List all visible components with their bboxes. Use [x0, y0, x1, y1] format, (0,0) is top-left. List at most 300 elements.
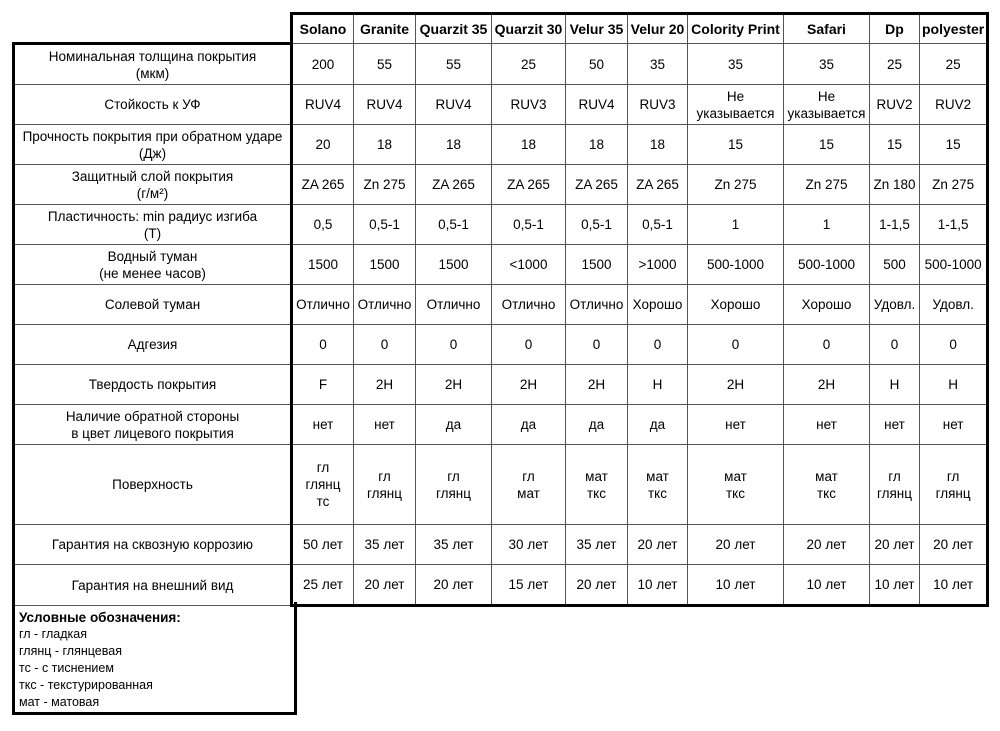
value-line: Удовл. [873, 297, 916, 312]
value-line: 2H [444, 377, 463, 392]
value-line: 18 [588, 137, 605, 152]
value-line: ZA 265 [636, 177, 679, 192]
value-line: 25 [945, 56, 961, 72]
row-label-line: Пластичность: min радиус изгиба [47, 208, 258, 224]
value-line: >1000 [638, 257, 677, 272]
value-cell [416, 525, 492, 565]
value-line: ткс [587, 485, 606, 501]
value-line: 1-1,5 [879, 217, 910, 232]
value-cell [354, 325, 416, 365]
value-cell [920, 525, 988, 565]
value-cell [784, 44, 870, 85]
value-cell [920, 365, 988, 405]
value-line: 25 [520, 56, 537, 72]
value-line: Не [726, 88, 745, 104]
row-label [14, 85, 292, 125]
value-cell [920, 325, 988, 365]
value-line: гл [946, 468, 960, 484]
value-cell [492, 44, 566, 85]
row-label-line: (не менее часов) [99, 265, 206, 281]
value-line: тс [316, 494, 330, 509]
value-line: <1000 [509, 257, 548, 272]
value-cell [688, 85, 784, 125]
value-cell [628, 565, 688, 606]
value-cell [870, 85, 920, 125]
value-cell [688, 365, 784, 405]
legend-item: мат - матовая [19, 695, 100, 709]
value-cell [688, 165, 784, 205]
row-label-line: в цвет лицевого покрытия [71, 425, 234, 441]
value-line: RUV3 [510, 97, 547, 112]
value-line: 20 лет [715, 537, 756, 552]
value-line: гл [447, 468, 460, 484]
value-line: глянц [876, 485, 912, 501]
table-body [14, 14, 988, 606]
value-line: 0,5-1 [642, 217, 673, 232]
value-line: ZA 265 [432, 177, 475, 192]
value-line: 20 [315, 137, 331, 152]
value-cell [292, 205, 354, 245]
value-line: 0 [949, 337, 957, 352]
row-label [14, 325, 292, 365]
value-cell [566, 245, 628, 285]
row-label [14, 285, 292, 325]
value-cell [920, 44, 988, 85]
value-line: ZA 265 [507, 177, 550, 192]
value-line: 2H [587, 377, 606, 392]
value-cell [416, 85, 492, 125]
value-cell [920, 165, 988, 205]
value-line: Хорошо [632, 297, 683, 312]
value-cell [628, 85, 688, 125]
value-cell [870, 365, 920, 405]
value-line: 500 [883, 257, 906, 272]
value-cell [870, 285, 920, 325]
value-cell [628, 44, 688, 85]
value-cell [292, 165, 354, 205]
table-row [14, 85, 988, 125]
value-line: 0 [890, 337, 899, 352]
value-line: гл [522, 468, 535, 484]
value-line: 0,5-1 [438, 217, 469, 232]
value-cell [688, 44, 784, 85]
value-line: 0,5-1 [513, 217, 544, 232]
value-line: ZA 265 [301, 177, 345, 192]
value-line: 2H [726, 377, 745, 392]
column-header: Colority Print [688, 14, 784, 44]
row-label-line: Номинальная толщина покрытия [48, 48, 257, 64]
value-cell [492, 205, 566, 245]
value-line: 0 [524, 337, 533, 352]
value-line: 0 [319, 337, 327, 352]
value-cell [354, 165, 416, 205]
row-label-line: Защитный слой покрытия [71, 168, 234, 184]
value-line: 0,5 [313, 217, 333, 232]
value-line: 15 [886, 137, 903, 152]
value-line: RUV2 [935, 97, 972, 112]
value-line: Хорошо [801, 297, 852, 312]
value-cell [416, 325, 492, 365]
row-label-line: Поверхность [112, 477, 193, 492]
row-label-line: Водный туман [107, 248, 198, 264]
value-line: RUV4 [435, 97, 472, 112]
value-cell [920, 125, 988, 165]
value-cell [416, 165, 492, 205]
value-line: 50 [588, 56, 605, 72]
value-cell [784, 285, 870, 325]
row-label [14, 245, 292, 285]
value-line: RUV4 [304, 97, 341, 112]
value-cell [566, 525, 628, 565]
row-label-line: Наличие обратной стороны [65, 408, 240, 424]
value-cell [354, 365, 416, 405]
value-line: да [445, 417, 462, 432]
value-line: 20 лет [637, 537, 678, 552]
row-label-line: Стойкость к УФ [104, 97, 201, 112]
value-cell [416, 125, 492, 165]
column-header: Dp [870, 14, 920, 44]
value-cell [416, 44, 492, 85]
value-cell [870, 125, 920, 165]
value-line: 35 лет [364, 537, 405, 552]
value-cell [688, 445, 784, 525]
table-row [14, 125, 988, 165]
row-label [14, 405, 292, 445]
row-label-line: Твердость покрытия [88, 377, 217, 392]
row-label-line: Солевой туман [104, 297, 201, 312]
column-header: Safari [784, 14, 870, 44]
value-cell [688, 125, 784, 165]
value-cell [566, 44, 628, 85]
value-line: нет [884, 417, 905, 432]
legend-item: тс - с тиснением [19, 661, 114, 675]
value-cell [784, 445, 870, 525]
value-line: 0 [653, 337, 662, 352]
value-cell [688, 285, 784, 325]
value-cell [784, 205, 870, 245]
value-cell [628, 365, 688, 405]
value-line: глянц [435, 485, 471, 501]
value-cell [292, 245, 354, 285]
value-cell [492, 85, 566, 125]
value-cell [492, 365, 566, 405]
value-line: мат [646, 468, 669, 484]
value-line: 2H [375, 377, 394, 392]
header-row [14, 14, 988, 44]
value-cell [870, 325, 920, 365]
row-label [14, 205, 292, 245]
legend-box [12, 602, 297, 715]
value-line: 20 лет [806, 537, 847, 552]
value-line: 50 лет [303, 537, 343, 552]
column-header: Quarzit 35 [416, 14, 492, 44]
value-line: 18 [445, 137, 462, 152]
table-row [14, 165, 988, 205]
value-line: да [520, 417, 537, 432]
value-line: нет [942, 417, 964, 432]
value-cell [784, 325, 870, 365]
value-line: 1500 [438, 257, 469, 272]
value-line: H [889, 377, 900, 392]
value-line: 15 [727, 137, 744, 152]
value-line: 0 [592, 337, 601, 352]
value-line: да [588, 417, 605, 432]
column-header: Quarzit 30 [492, 14, 566, 44]
legend-item: ткс - текстурированная [19, 678, 153, 692]
row-label [14, 125, 292, 165]
value-line: Zn 275 [363, 177, 406, 192]
value-cell [354, 125, 416, 165]
value-line: 0 [380, 337, 389, 352]
value-cell [292, 445, 354, 525]
value-line: 500-1000 [797, 257, 856, 272]
value-cell [784, 165, 870, 205]
table-row [14, 245, 988, 285]
value-line: 10 лет [806, 577, 847, 592]
value-line: 15 лет [508, 577, 549, 592]
row-label-line: (мкм) [135, 65, 170, 81]
row-label-line: (Т) [143, 225, 162, 241]
value-cell [492, 405, 566, 445]
value-line: мат [724, 468, 747, 484]
value-line: 1500 [581, 257, 612, 272]
column-header: Velur 20 [628, 14, 688, 44]
value-cell [566, 285, 628, 325]
value-line: нет [816, 417, 837, 432]
value-cell [688, 245, 784, 285]
value-line: 18 [376, 137, 393, 152]
value-line: 15 [818, 137, 835, 152]
value-line: ткс [648, 485, 667, 501]
value-line: ZA 265 [575, 177, 618, 192]
value-line: Zn 275 [932, 177, 975, 192]
value-line: указывается [787, 105, 866, 121]
value-cell [870, 525, 920, 565]
value-line: мат [517, 485, 540, 501]
column-header: Granite [354, 14, 416, 44]
value-cell [870, 565, 920, 606]
value-line: глянц [935, 485, 971, 501]
value-cell [492, 165, 566, 205]
value-cell [566, 165, 628, 205]
value-line: F [318, 377, 328, 392]
value-cell [628, 445, 688, 525]
value-line: гл [888, 468, 901, 484]
value-line: 1500 [369, 257, 400, 272]
value-line: нет [374, 417, 395, 432]
value-cell [784, 245, 870, 285]
value-cell [354, 525, 416, 565]
value-line: 1 [822, 217, 831, 232]
value-line: мат [585, 468, 608, 484]
value-line: нет [312, 417, 334, 432]
value-line: мат [815, 468, 838, 484]
value-line: 35 лет [433, 537, 474, 552]
value-cell [688, 525, 784, 565]
value-cell [292, 365, 354, 405]
value-cell [292, 405, 354, 445]
value-line: 200 [311, 56, 335, 72]
value-cell [292, 125, 354, 165]
value-cell [566, 565, 628, 606]
value-cell [784, 85, 870, 125]
value-cell [416, 205, 492, 245]
value-cell [784, 365, 870, 405]
row-label-line: Гарантия на внешний вид [71, 577, 234, 593]
value-cell [920, 565, 988, 606]
value-line: 1500 [307, 257, 339, 272]
value-cell [920, 245, 988, 285]
value-cell [784, 405, 870, 445]
value-line: 500-1000 [706, 257, 765, 272]
value-line: 1 [731, 217, 740, 232]
value-line: указывается [696, 105, 775, 121]
value-cell [920, 85, 988, 125]
value-cell [628, 285, 688, 325]
column-header: Velur 35 [566, 14, 628, 44]
value-line: глянц [305, 477, 341, 492]
table-row [14, 44, 988, 85]
value-line: 15 [945, 137, 961, 152]
value-line: 20 лет [933, 537, 974, 552]
value-cell [354, 445, 416, 525]
value-cell [628, 165, 688, 205]
table-row [14, 365, 988, 405]
table-row [14, 405, 988, 445]
value-line: глянц [366, 485, 402, 501]
value-cell [688, 405, 784, 445]
value-cell [416, 285, 492, 325]
value-line: Отлично [569, 297, 624, 312]
value-line: 0 [731, 337, 740, 352]
table-row [14, 205, 988, 245]
value-cell [492, 125, 566, 165]
value-cell [784, 125, 870, 165]
column-header: Solano [292, 14, 354, 44]
column-header: polyester [920, 14, 988, 44]
value-line: Zn 275 [805, 177, 848, 192]
value-line: RUV2 [876, 97, 913, 112]
value-line: гл [378, 468, 391, 484]
legend-item: гл - гладкая [19, 627, 87, 641]
comparison-table [12, 12, 989, 607]
value-cell [870, 165, 920, 205]
legend-title: Условные обозначения: [19, 610, 181, 625]
table-row [14, 285, 988, 325]
value-line: RUV4 [366, 97, 403, 112]
value-cell [566, 445, 628, 525]
value-cell [416, 445, 492, 525]
value-line: Отлично [501, 297, 556, 312]
value-line: 20 лет [364, 577, 405, 592]
value-line: Zn 275 [714, 177, 757, 192]
row-label [14, 525, 292, 565]
value-line: 35 [818, 56, 835, 72]
value-cell [870, 44, 920, 85]
value-cell [492, 525, 566, 565]
row-label [14, 44, 292, 85]
value-line: Не [817, 88, 836, 104]
value-cell [628, 525, 688, 565]
value-line: Отлично [357, 297, 412, 312]
value-line: RUV3 [639, 97, 676, 112]
value-line: Удовл. [932, 297, 974, 312]
value-line: 20 лет [433, 577, 474, 592]
value-cell [628, 205, 688, 245]
value-line: 55 [376, 56, 393, 72]
value-cell [566, 325, 628, 365]
value-line: 0,5-1 [581, 217, 612, 232]
value-cell [566, 405, 628, 445]
value-cell [354, 85, 416, 125]
value-line: 0,5-1 [369, 217, 400, 232]
value-cell [628, 405, 688, 445]
value-line: 25 [886, 56, 903, 72]
value-cell [566, 125, 628, 165]
value-cell [292, 85, 354, 125]
value-cell [566, 205, 628, 245]
value-line: 10 лет [715, 577, 756, 592]
value-cell [292, 285, 354, 325]
value-cell [292, 525, 354, 565]
value-line: 0 [449, 337, 458, 352]
value-cell [292, 44, 354, 85]
value-line: 35 [649, 56, 666, 72]
value-cell [566, 85, 628, 125]
value-line: 10 лет [874, 577, 915, 592]
value-line: нет [725, 417, 746, 432]
value-line: RUV4 [578, 97, 615, 112]
value-line: ткс [817, 485, 836, 501]
value-line: Хорошо [710, 297, 761, 312]
value-line: 30 лет [508, 537, 549, 552]
table-row [14, 445, 988, 525]
value-line: 0 [822, 337, 831, 352]
row-label-line: (Дж) [138, 145, 167, 161]
value-cell [492, 445, 566, 525]
value-cell [870, 405, 920, 445]
legend-item: глянц - глянцевая [19, 644, 122, 658]
value-cell [354, 405, 416, 445]
value-cell [870, 245, 920, 285]
value-cell [354, 285, 416, 325]
row-label-line: Гарантия на сквозную коррозию [51, 537, 254, 552]
value-cell [784, 565, 870, 606]
value-line: 18 [649, 137, 666, 152]
value-line: 25 лет [303, 577, 343, 592]
value-cell [416, 245, 492, 285]
value-line: 35 лет [576, 537, 617, 552]
value-line: 2H [817, 377, 836, 392]
row-label [14, 365, 292, 405]
value-line: Zn 180 [873, 177, 916, 192]
value-line: 1-1,5 [937, 217, 969, 232]
row-label-line: Адгезия [127, 337, 178, 352]
value-line: 35 [727, 56, 744, 72]
value-line: 20 лет [874, 537, 915, 552]
table-row [14, 525, 988, 565]
value-cell [292, 325, 354, 365]
value-cell [492, 565, 566, 606]
value-cell [920, 445, 988, 525]
value-line: да [649, 417, 666, 432]
value-cell [416, 565, 492, 606]
value-cell [566, 365, 628, 405]
value-cell [292, 565, 354, 606]
value-cell [920, 205, 988, 245]
value-cell [688, 325, 784, 365]
value-cell [688, 205, 784, 245]
